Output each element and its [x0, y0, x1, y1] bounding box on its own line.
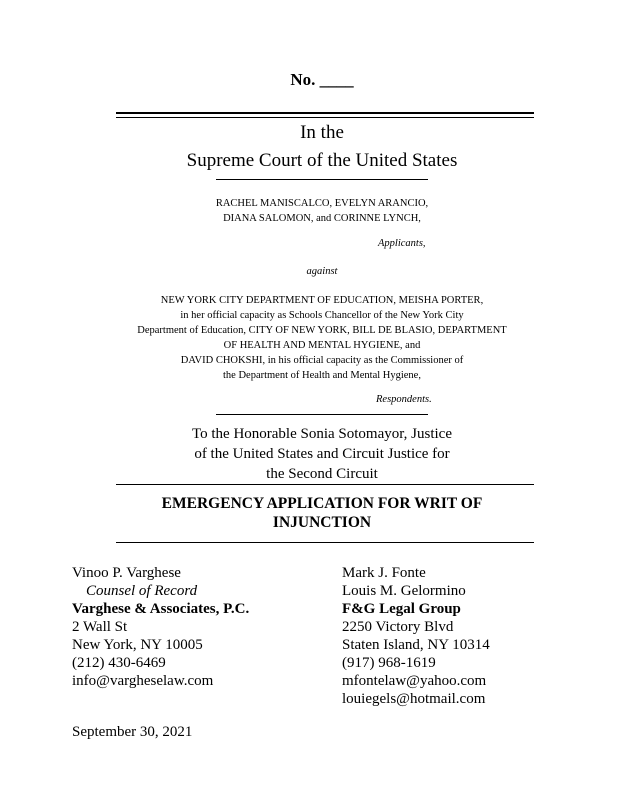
against-label: against	[306, 266, 338, 277]
application-title-line2: INJUNCTION	[272, 514, 372, 531]
respondents-line2: in her official capacity as Schools Chancellor of the New York City	[180, 310, 464, 321]
respondents-label: Respondents.	[376, 394, 432, 405]
counsel-right-block	[342, 564, 490, 708]
counsel-left-role: Counsel of Record	[86, 583, 198, 599]
applicants-names-line2: DIANA SALOMON, and CORINNE LYNCH,	[223, 213, 421, 224]
docket-number: No. ____	[290, 70, 354, 89]
counsel-right-street: 2250 Victory Blvd	[342, 619, 454, 635]
counsel-right-phone: (917) 968-1619	[342, 655, 436, 671]
application-title	[0, 494, 644, 532]
counsel-left-city: New York, NY 10005	[72, 637, 203, 653]
counsel-right-name2: Louis M. Gelormino	[342, 583, 466, 599]
counsel-right-city: Staten Island, NY 10314	[342, 637, 490, 653]
respondents-line4: OF HEALTH AND MENTAL HYGIENE, and	[223, 340, 421, 351]
respondents-line6: the Department of Health and Mental Hygiene,	[223, 370, 421, 381]
counsel-right-name1: Mark J. Fonte	[342, 565, 426, 581]
counsel-left-name: Vinoo P. Varghese	[72, 565, 181, 581]
respondents-names	[0, 293, 644, 383]
title-bottom-rule	[116, 542, 534, 543]
counsel-right-email1: mfontelaw@yahoo.com	[342, 673, 487, 689]
addressee-line1: To the Honorable Sonia Sotomayor, Justice	[192, 426, 452, 442]
counsel-right-email2: louiegels@hotmail.com	[342, 691, 486, 707]
counsel-left-firm: Varghese & Associates, P.C.	[72, 601, 250, 617]
court-heading-line1: In the	[300, 122, 344, 143]
applicants-names	[0, 196, 644, 226]
addressee-line3: the Second Circuit	[266, 466, 378, 482]
court-heading-line2: Supreme Court of the United States	[186, 150, 458, 171]
application-title-line1: EMERGENCY APPLICATION FOR WRIT OF	[161, 495, 483, 512]
counsel-left-email: info@vargheselaw.com	[72, 673, 214, 689]
divider-rule	[216, 179, 428, 180]
filing-date: September 30, 2021	[72, 724, 193, 740]
applicants-names-line1: RACHEL MANISCALCO, EVELYN ARANCIO,	[215, 198, 429, 209]
respondents-line1: NEW YORK CITY DEPARTMENT OF EDUCATION, MEISHA PORTER,	[160, 295, 484, 306]
addressee-line2: of the United States and Circuit Justice for	[194, 446, 450, 462]
addressee-block	[0, 424, 644, 484]
double-rule	[116, 112, 534, 118]
counsel-right-firm: F&G Legal Group	[342, 601, 461, 617]
title-top-rule	[116, 484, 534, 485]
counsel-left-phone: (212) 430-6469	[72, 655, 166, 671]
applicants-label: Applicants,	[378, 238, 426, 249]
respondents-line5: DAVID CHOKSHI, in his official capacity as the Commissioner of	[180, 355, 464, 366]
divider-rule	[216, 414, 428, 415]
counsel-left-street: 2 Wall St	[72, 619, 128, 635]
respondents-line3: Department of Education, CITY OF NEW YORK, BILL DE BLASIO, DEPARTMENT	[137, 325, 507, 336]
counsel-left-block	[72, 564, 249, 690]
